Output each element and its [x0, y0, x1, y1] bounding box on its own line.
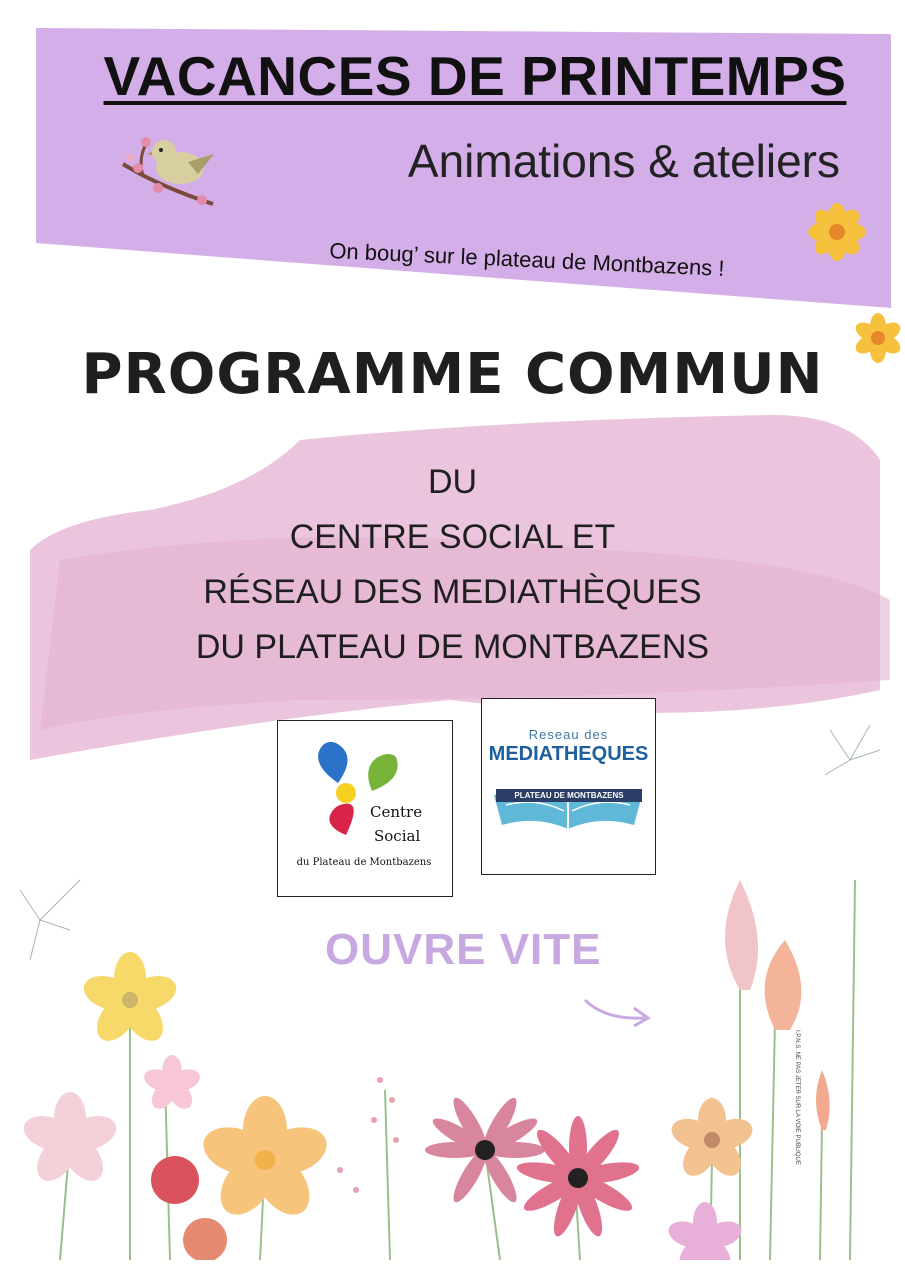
subtitle: Animations & ateliers: [407, 135, 840, 187]
side-legal-note: I.P.N.S. NE PAS JETER SUR LA VOIE PUBLIQUE: [794, 1030, 800, 1165]
bird-icon: [118, 124, 218, 209]
main-heading: PROGRAMME COMMUN: [81, 342, 824, 407]
ouvre-vite-text: OUVRE VITE: [325, 925, 602, 974]
wildflowers-illustration: [0, 700, 905, 1260]
mediatheques-text-2: MEDIATHEQUES: [488, 743, 649, 765]
tagline: On boug’ sur le plateau de Montbazens !: [328, 238, 726, 281]
centre-social-text-3: du Plateau de Montbazens: [296, 857, 432, 868]
page-title: VACANCES DE PRINTEMPS: [103, 45, 847, 107]
centre-social-text-1: Centre: [370, 803, 423, 821]
program-line-1: DU: [427, 463, 478, 501]
centre-social-text-2: Social: [374, 827, 421, 845]
mediatheques-text-1: Reseau des: [528, 727, 609, 742]
program-line-3: RÉSEAU DES MEDIATHÈQUES: [203, 573, 702, 611]
program-line-4: DU PLATEAU DE MONTBAZENS: [195, 628, 710, 666]
yellow-flower-icon: [805, 200, 869, 264]
mediatheques-text-3: PLATEAU DE MONTBAZENS: [496, 789, 642, 802]
program-line-2: CENTRE SOCIAL ET: [289, 518, 616, 556]
